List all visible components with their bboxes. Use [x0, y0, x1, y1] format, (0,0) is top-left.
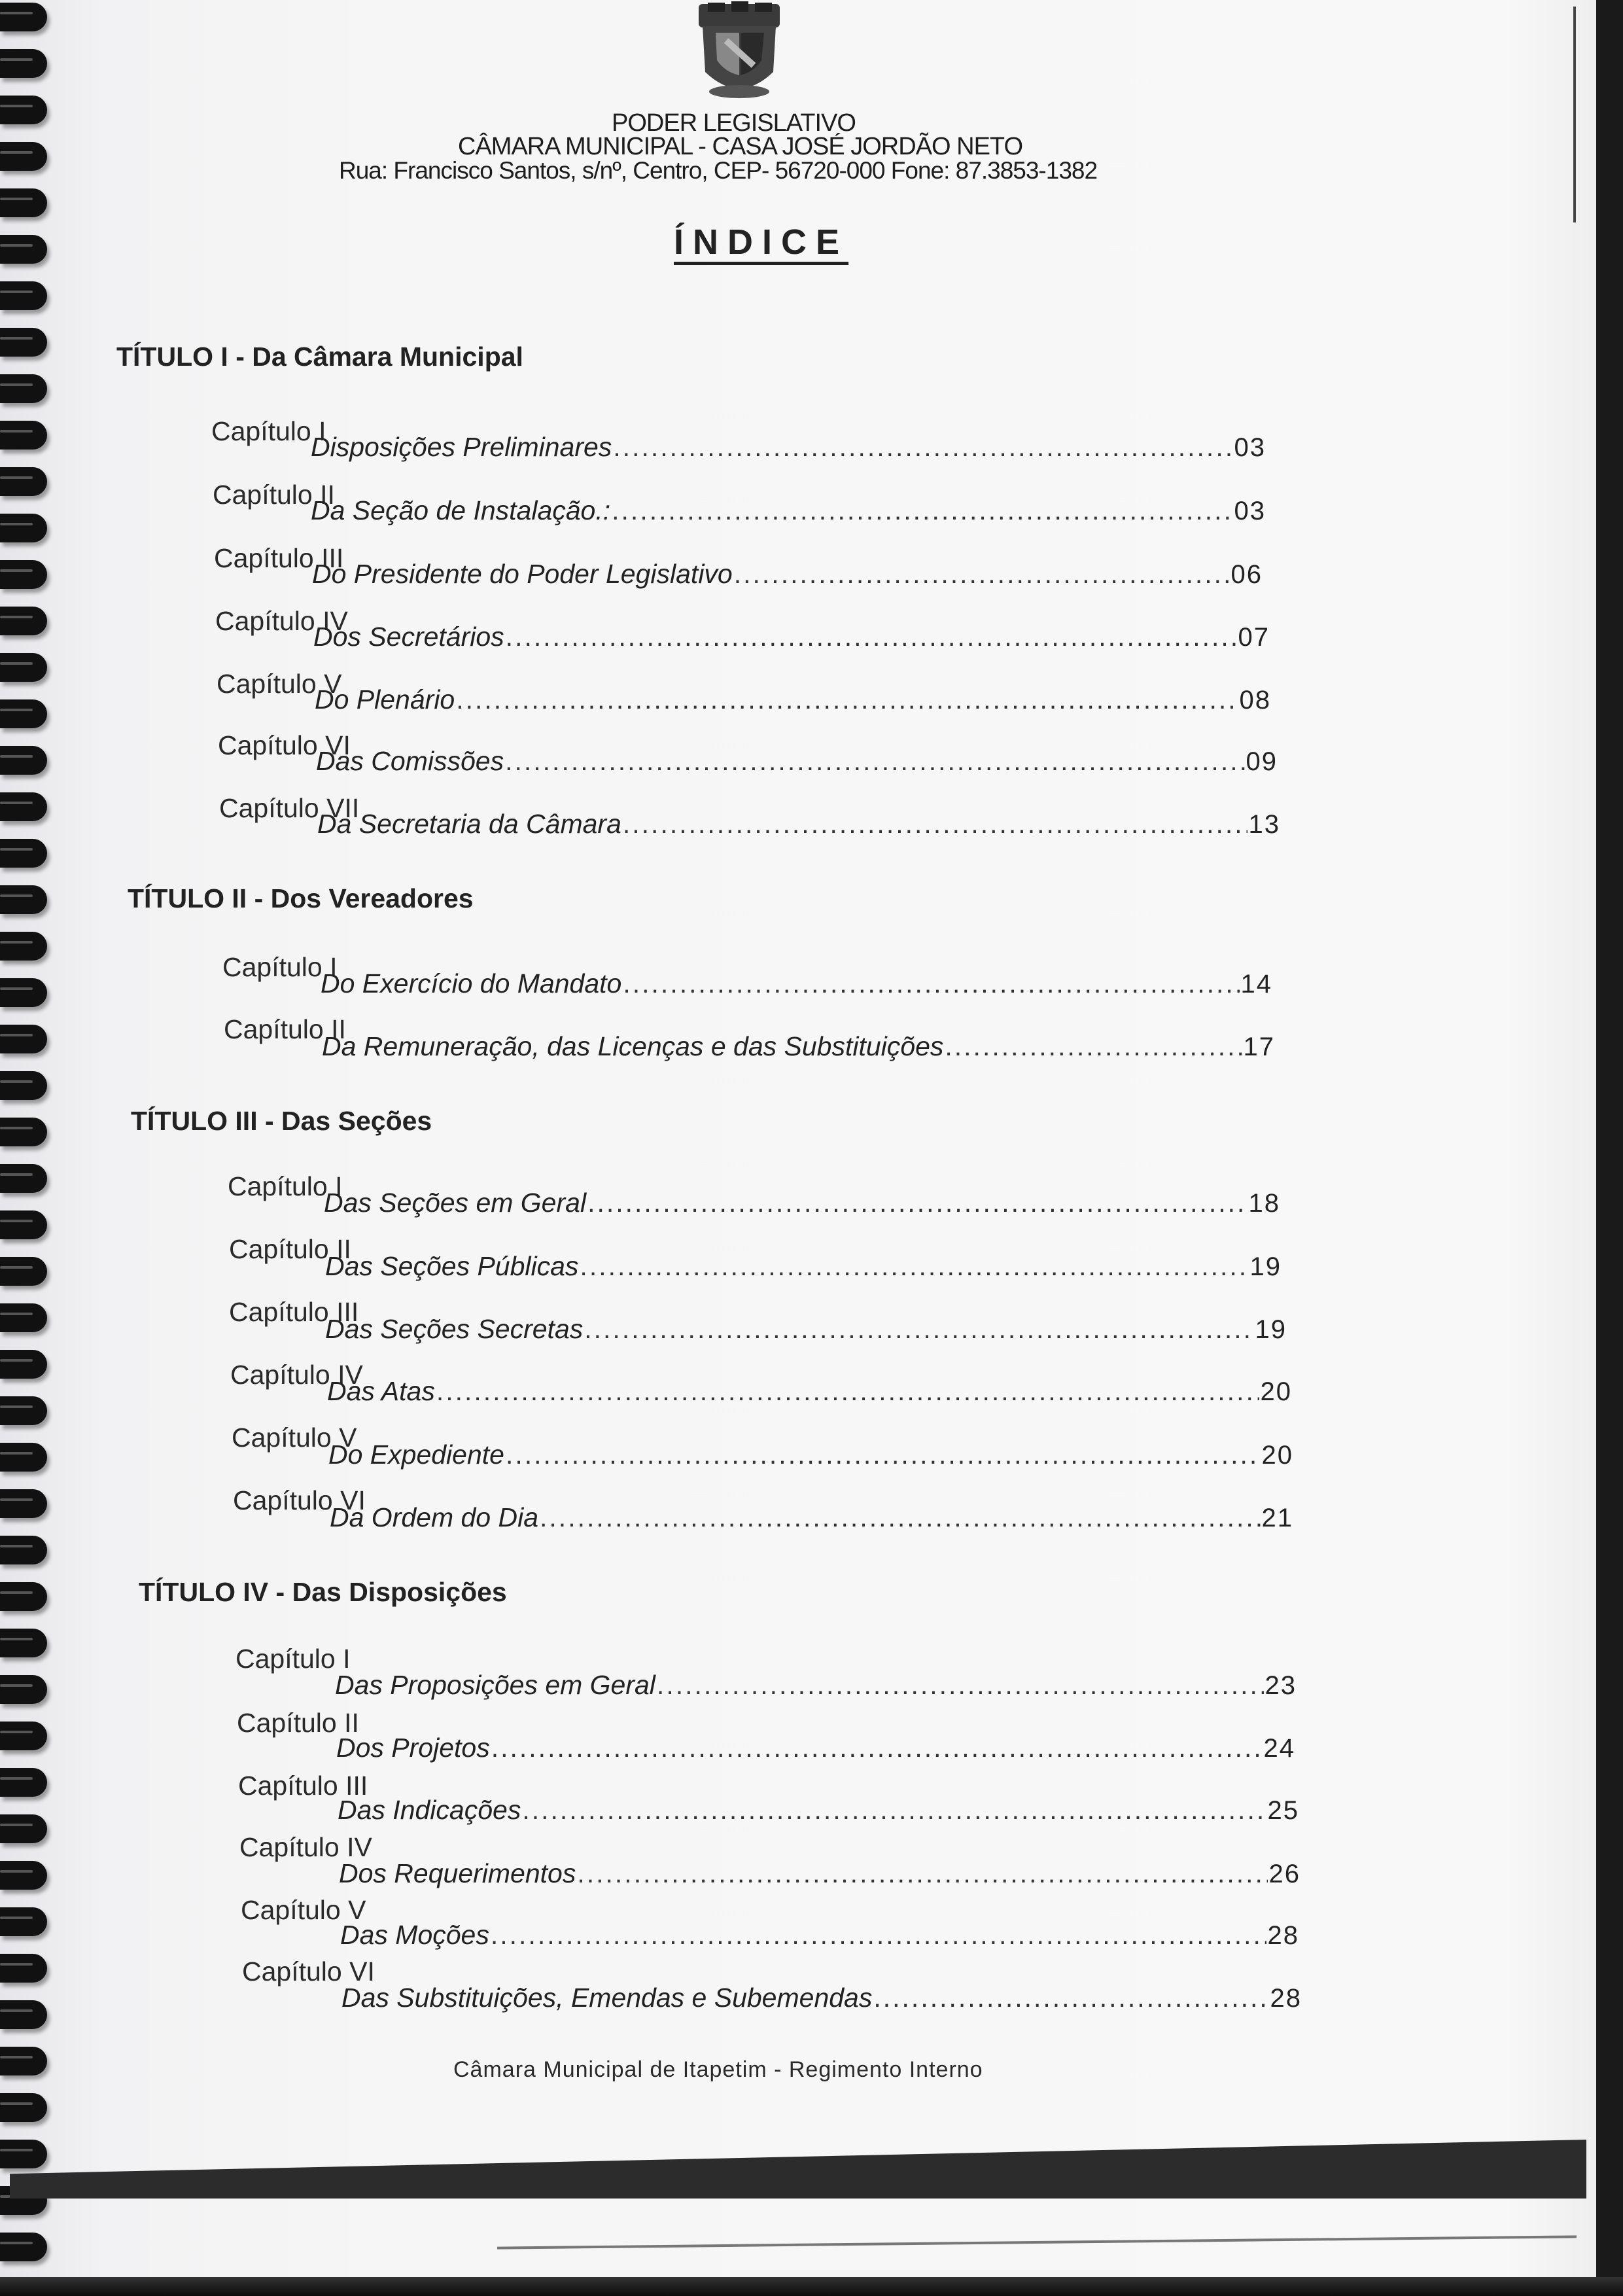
page-number: 21: [1261, 1504, 1293, 1532]
page-number: 09: [1246, 747, 1278, 776]
page-number: 08: [1239, 686, 1271, 715]
page-number: 19: [1249, 1252, 1282, 1281]
dot-leader: [491, 1920, 1266, 1951]
chapter-label: Capítulo IV: [215, 606, 348, 636]
chapter-title: Das Seções em Geral: [324, 1188, 587, 1218]
spiral-coil: [0, 3, 47, 31]
chapter-title: Dos Projetos: [336, 1733, 490, 1763]
chapter-title: Das Seções Públicas: [325, 1251, 579, 1281]
chapter-title: Do Exercício do Mandato: [321, 968, 622, 998]
dot-leader: [436, 1376, 1259, 1407]
dot-leader: [587, 1188, 1247, 1218]
page-number: 26: [1268, 1860, 1300, 1888]
spiral-coil: [0, 839, 47, 868]
chapter-label: Capítulo V: [217, 669, 342, 699]
spiral-coil: [0, 978, 47, 1007]
spiral-coil: [0, 374, 47, 403]
page-number: 14: [1240, 970, 1272, 998]
spiral-coil: [0, 607, 47, 635]
toc-entry[interactable]: [313, 622, 1270, 652]
dot-leader: [491, 1733, 1263, 1763]
dot-leader: [584, 1314, 1253, 1345]
spiral-coil: [0, 1536, 47, 1564]
chapter-label: Capítulo IV: [230, 1360, 363, 1390]
page-number: 24: [1263, 1734, 1295, 1763]
page-number: 03: [1234, 497, 1266, 525]
dot-leader: [623, 968, 1239, 999]
page-number: 23: [1265, 1671, 1297, 1700]
header-address: Rua: Francisco Santos, s/nº, Centro, CEP- 56720-000 Fone: 87.3853-1382: [339, 157, 1098, 184]
spiral-coil: [0, 1954, 47, 1983]
page-number: 07: [1238, 623, 1270, 652]
dot-leader: [580, 1251, 1248, 1282]
chapter-label: Capítulo II: [237, 1708, 359, 1738]
page-number: 06: [1230, 560, 1263, 589]
spiral-coil: [0, 1907, 47, 1936]
chapter-title: Das Moções: [340, 1920, 489, 1950]
chapter-title: Do Plenário: [315, 684, 455, 715]
chapter-title: Da Ordem do Dia: [330, 1502, 539, 1532]
toc-entry[interactable]: [336, 1733, 1295, 1763]
spiral-coil: [0, 142, 47, 171]
dot-leader: [577, 1858, 1267, 1889]
index-title: ÍNDICE: [674, 222, 848, 265]
page-number: 20: [1260, 1377, 1292, 1406]
scanner-bed-shadow: [0, 2277, 1623, 2296]
spiral-coil: [0, 96, 47, 124]
municipal-coat-of-arms-icon: [693, 0, 785, 105]
page-number: 17: [1243, 1033, 1275, 1061]
chapter-label: Capítulo VI: [218, 730, 351, 760]
titulo-heading: TÍTULO IV - Das Disposições: [139, 1577, 507, 1607]
toc-entry[interactable]: [311, 432, 1266, 463]
spiral-coil: [0, 1443, 47, 1472]
spiral-coil: [0, 328, 47, 357]
scan-edge-line: [497, 2235, 1577, 2249]
spiral-coil: [0, 1722, 47, 1750]
spiral-coil: [0, 1629, 47, 1657]
spiral-coil: [0, 1210, 47, 1239]
spiral-coil: [0, 2047, 47, 2075]
page-number: 20: [1261, 1441, 1293, 1470]
toc-entry[interactable]: [330, 1502, 1293, 1533]
scan-dark-band: [10, 2140, 1586, 2199]
page-number: 19: [1255, 1315, 1287, 1344]
chapter-title: Das Proposições em Geral: [335, 1670, 655, 1700]
chapter-title: Da Secretaria da Câmara: [317, 809, 621, 839]
page-footer: Câmara Municipal de Itapetim - Regimento Interno: [453, 2057, 983, 2082]
spiral-coil: [0, 1164, 47, 1193]
dot-leader: [613, 432, 1232, 463]
page-number: 25: [1267, 1796, 1299, 1825]
spiral-coil: [0, 1303, 47, 1332]
toc-entry[interactable]: [322, 1031, 1275, 1062]
dot-leader: [873, 1983, 1268, 2013]
toc-entry[interactable]: [321, 968, 1272, 999]
spiral-coil: [0, 1861, 47, 1890]
spiral-coil: [0, 1118, 47, 1146]
titulo-heading: TÍTULO III - Das Seções: [131, 1106, 432, 1136]
chapter-title: Das Atas: [327, 1376, 435, 1406]
spiral-coil: [0, 1675, 47, 1704]
spiral-coil: [0, 1350, 47, 1379]
page-number: 28: [1270, 1984, 1302, 2013]
spiral-coil: [0, 467, 47, 496]
chapter-label: Capítulo V: [241, 1895, 366, 1925]
spiral-coil: [0, 1257, 47, 1286]
spiral-coil: [0, 1582, 47, 1611]
chapter-label: Capítulo I: [211, 416, 326, 446]
spiral-coil: [0, 2093, 47, 2122]
page-edge-shadow: [1573, 7, 1576, 222]
dot-leader: [612, 495, 1232, 526]
chapter-title: Da Seção de Instalação.:: [311, 495, 611, 525]
spiral-coil: [0, 792, 47, 821]
spiral-coil: [0, 421, 47, 450]
dot-leader: [623, 809, 1248, 839]
spiral-coil: [0, 188, 47, 217]
spiral-coil: [0, 2233, 47, 2261]
toc-entry[interactable]: [325, 1314, 1287, 1345]
toc-entry[interactable]: [316, 746, 1278, 777]
spiral-coil: [0, 699, 47, 728]
header-poder-legislativo: PODER LEGISLATIVO: [612, 109, 856, 137]
spiral-coil: [0, 932, 47, 961]
spiral-coil: [0, 1025, 47, 1053]
page-number: 13: [1248, 810, 1280, 839]
dot-leader: [505, 746, 1244, 777]
spiral-coil: [0, 746, 47, 775]
toc-entry[interactable]: [335, 1670, 1297, 1701]
page-number: 18: [1248, 1189, 1280, 1218]
chapter-label: Capítulo I: [236, 1644, 351, 1674]
chapter-title: Das Substituições, Emendas e Subemendas: [341, 1983, 873, 2013]
toc-entry[interactable]: [315, 684, 1271, 715]
chapter-title: Da Remuneração, das Licenças e das Substituições: [322, 1031, 944, 1061]
chapter-title: Dos Secretários: [313, 622, 504, 652]
chapter-label: Capítulo I: [228, 1171, 343, 1201]
spiral-coil: [0, 281, 47, 310]
chapter-label: Capítulo II: [224, 1014, 346, 1044]
chapter-label: Capítulo I: [222, 952, 338, 982]
chapter-title: Do Presidente do Poder Legislativo: [312, 559, 733, 589]
dot-leader: [522, 1795, 1266, 1826]
chapter-title: Do Expediente: [328, 1439, 504, 1470]
toc-entry[interactable]: [341, 1983, 1302, 2013]
header-camara-municipal: CÂMARA MUNICIPAL - CASA JOSÉ JORDÃO NETO: [458, 133, 1023, 160]
chapter-title: Das Seções Secretas: [325, 1314, 584, 1344]
dot-leader: [657, 1670, 1264, 1701]
page-number: 28: [1267, 1921, 1299, 1950]
toc-entry[interactable]: [328, 1439, 1293, 1470]
chapter-label: Capítulo II: [229, 1234, 351, 1264]
spiral-coil: [0, 2000, 47, 2029]
toc-entry[interactable]: [338, 1795, 1299, 1826]
chapter-label: Capítulo V: [232, 1422, 357, 1453]
spiral-coil: [0, 235, 47, 264]
chapter-title: Dos Requerimentos: [339, 1858, 576, 1888]
chapter-label: Capítulo VII: [219, 793, 360, 823]
titulo-heading: TÍTULO II - Dos Vereadores: [128, 883, 474, 913]
chapter-title: Disposições Preliminares: [311, 432, 612, 462]
toc-entry[interactable]: [311, 495, 1266, 526]
spiral-coil: [0, 1768, 47, 1797]
dot-leader: [506, 1439, 1261, 1470]
chapter-label: Capítulo II: [213, 480, 335, 510]
dot-leader: [506, 622, 1237, 652]
spiral-coil: [0, 49, 47, 78]
chapter-title: Das Indicações: [338, 1795, 521, 1825]
spiral-coil: [0, 1814, 47, 1843]
spiral-coil: [0, 1396, 47, 1425]
toc-entry[interactable]: [327, 1376, 1292, 1407]
chapter-label: Capítulo III: [238, 1771, 368, 1801]
chapter-label: Capítulo III: [214, 543, 344, 573]
spiral-coil: [0, 885, 47, 914]
chapter-label: Capítulo VI: [242, 1956, 375, 1987]
spiral-coil: [0, 2140, 47, 2168]
titulo-heading: TÍTULO I - Da Câmara Municipal: [116, 342, 523, 372]
chapter-title: Das Comissões: [316, 746, 504, 776]
page-number: 03: [1234, 433, 1266, 462]
chapter-label: Capítulo VI: [233, 1485, 366, 1515]
spiral-coil: [0, 560, 47, 589]
spiral-coil: [0, 1071, 47, 1100]
chapter-label: Capítulo III: [229, 1297, 359, 1327]
toc-entry[interactable]: [340, 1920, 1299, 1951]
toc-entry[interactable]: [317, 809, 1280, 839]
toc-entry[interactable]: [324, 1188, 1280, 1218]
dot-leader: [456, 684, 1238, 715]
toc-entry[interactable]: [312, 559, 1263, 590]
dot-leader: [945, 1031, 1242, 1062]
spiral-coil: [0, 1489, 47, 1518]
chapter-label: Capítulo IV: [239, 1832, 372, 1862]
dot-leader: [734, 559, 1230, 590]
spiral-coil: [0, 653, 47, 682]
toc-entry[interactable]: [339, 1858, 1300, 1889]
dot-leader: [540, 1502, 1260, 1533]
spiral-binding: [0, 0, 59, 2238]
toc-entry[interactable]: [325, 1251, 1282, 1282]
spiral-coil: [0, 514, 47, 542]
